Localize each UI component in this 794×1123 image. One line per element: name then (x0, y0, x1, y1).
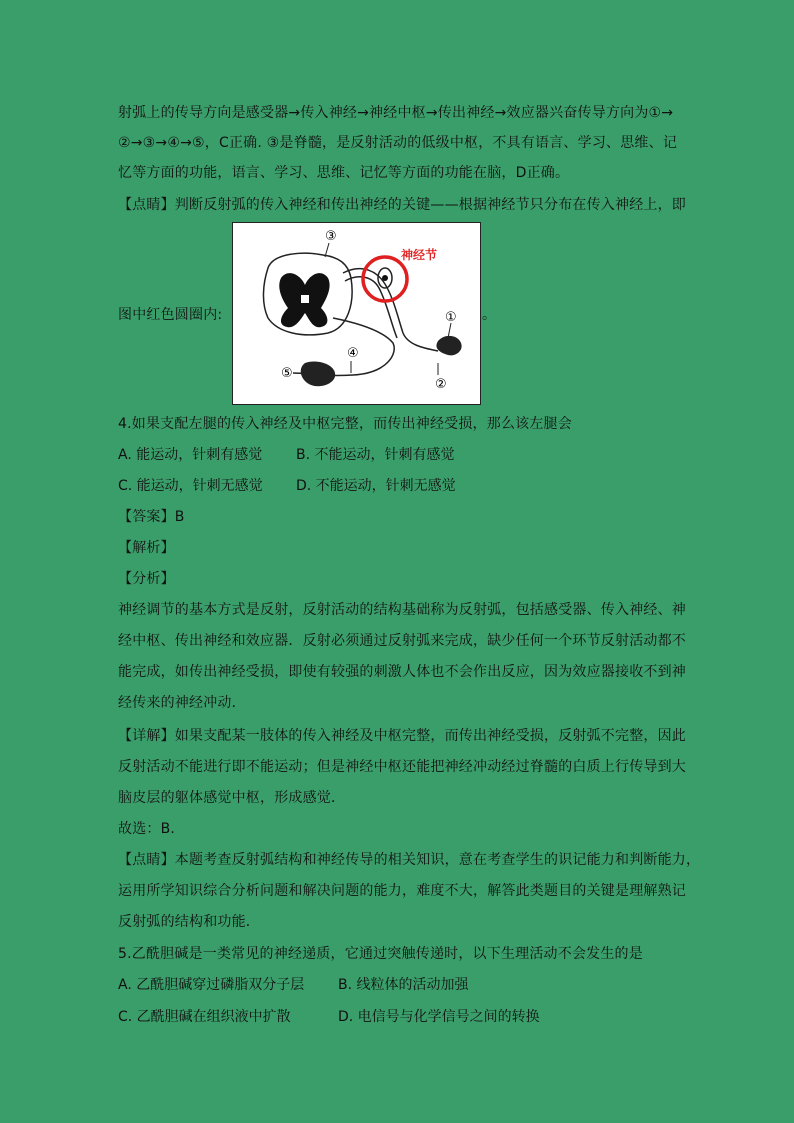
detail-line-1: 【详解】如果支配某一肢体的传入神经及中枢完整，而传出神经受损，反射弧不完整，因此 (118, 728, 686, 744)
label-5: ⑤ (281, 366, 293, 381)
line-3: 忆等方面的功能，语言、学习、思维、记忆等方面的功能在脑，D正确。 (118, 165, 570, 181)
q4-option-a: A. 能运动，针刺有感觉 (118, 447, 263, 463)
question-5: 5.乙酰胆碱是一类常见的神经递质，它通过突触传递时，以下生理活动不会发生的是 (118, 946, 643, 962)
label-2: ② (435, 377, 447, 392)
fenxi-line-4: 经传来的神经冲动． (118, 695, 246, 711)
q5-option-b: B. 线粒体的活动加强 (338, 977, 469, 993)
fenxi-line-3: 能完成，如传出神经受损，即使有较强的刺激人体也不会作出反应，因为效应器接收不到神 (118, 664, 686, 680)
dianjing-line-1: 【点睛】本题考查反射弧结构和神经传导的相关知识，意在考查学生的识记能力和判断能力， (118, 852, 701, 868)
q5-option-a: A. 乙酰胆碱穿过磷脂双分子层 (118, 977, 305, 993)
fenxi-line-2: 经中枢、传出神经和效应器．反射必须通过反射弧来完成，缺少任何一个环节反射活动都不 (118, 633, 686, 649)
q4-option-b: B. 不能运动，针刺有感觉 (296, 447, 455, 463)
detail-line-3: 脑皮层的躯体感觉中枢，形成感觉． (118, 790, 346, 806)
line-1: 射弧上的传导方向是感受器→传入神经→神经中枢→传出神经→效应器兴奋传导方向为①→ (118, 105, 674, 121)
ganglion-label: 神经节 (401, 248, 438, 262)
question-4: 4.如果支配左腿的传入神经及中枢完整，而传出神经受损，那么该左腿会 (118, 416, 572, 432)
fenxi-line-1: 神经调节的基本方式是反射，反射活动的结构基础称为反射弧，包括感受器、传入神经、神 (118, 602, 686, 618)
label-4: ④ (347, 346, 359, 361)
detail-line-2: 反射活动不能进行即不能运动；但是神经中枢还能把神经冲动经过脊髓的白质上行传导到大 (118, 759, 686, 775)
central-canal (301, 295, 309, 303)
receptor (436, 336, 461, 355)
q5-option-d: D. 电信号与化学信号之间的转换 (338, 1009, 540, 1025)
reflex-arc-diagram (233, 223, 480, 404)
q5-option-c: C. 乙酰胆碱在组织液中扩散 (118, 1009, 291, 1025)
label-3: ③ (325, 229, 337, 244)
answer: 【答案】B (118, 509, 185, 525)
dianjing-line-2: 运用所学知识综合分析问题和解决问题的能力，难度不大，解答此类题目的关键是理解熟记 (118, 883, 686, 899)
q4-option-d: D. 不能运动，针刺无感觉 (296, 478, 456, 494)
line-2: ②→③→④→⑤，C正确. ③是脊髓，是反射活动的低级中枢，不具有语言、学习、思维、记 (118, 135, 678, 151)
afferent-nerve (343, 269, 438, 351)
figure-prefix: 图中红色圆圈内: (118, 307, 223, 323)
analysis-heading: 【解析】 (118, 540, 175, 556)
q4-option-c: C. 能运动，针刺无感觉 (118, 478, 263, 494)
line-4: 【点睛】判断反射弧的传入神经和传出神经的关键——根据神经节只分布在传入神经上，即 (118, 197, 686, 213)
reflex-arc-figure (232, 222, 481, 405)
label-1: ① (445, 310, 457, 325)
dianjing-line-3: 反射弧的结构和功能． (118, 914, 260, 930)
choice-line: 故选：B． (118, 821, 185, 837)
effector (301, 361, 335, 386)
figure-suffix: 。 (482, 307, 496, 323)
fenxi-heading: 【分析】 (118, 571, 175, 587)
